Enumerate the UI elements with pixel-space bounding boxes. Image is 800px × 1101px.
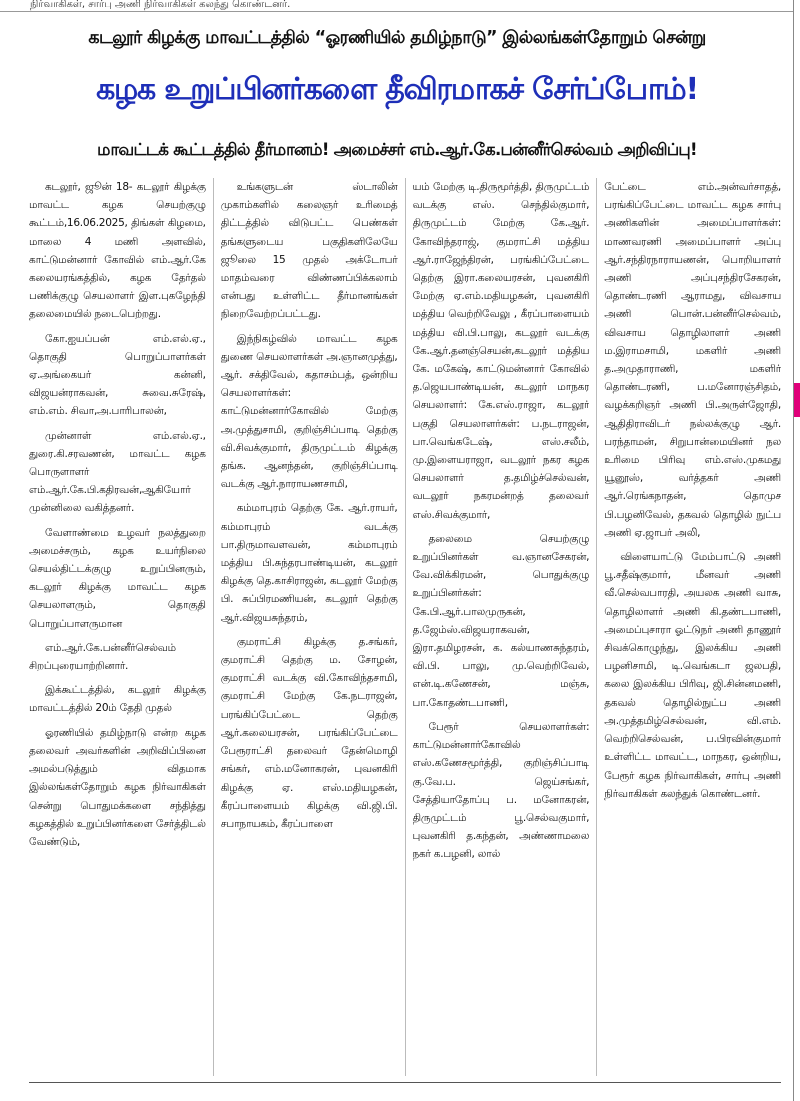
paragraph: யம் மேற்கு டி.திருமூர்த்தி, திருமுட்டம் வடக்கு எஸ். செந்தில்குமார், திருமுட்டம் மேற்கு கே.ஆர். கோவிந்தராஜ், குமராட்சி மத்திய ஆர்.ராஜேந்திரன், பரங்கிப்பேட்டை தெற்கு இரா.கலையரசன், புவனகிரி மேற்கு ஏ.எம்.மதியழகன், புவனகிரி மத்திய வெற்றிவேலு , கீரப்பாளையம் மத்திய வி.பி.பாலு, கடலூர் வடக்கு கே.ஆர்.தனஞ்செயன்,கடலூர் மத்திய கே. மகேஷ், காட்டுமன்னார் கோவில் த.ஜெயபாண்டியன், கடலூர் மாநகர செயலாளர்: கே.எஸ்.ராஜா, கடலூர் பகுதி செயலாளர்கள்: ப.நடராஜன், பா.வெங்கடேஷ், எஸ்.சலீம், மு.இளையராஜா, வடலூர் நகர கழக செயலாளர் த.தமிழ்ச்செல்வன், வடலூர் நகரமன்றத் தலைவர் எஸ்.சிவக்குமார், bbox=[412, 181, 590, 521]
paragraph: இக்கூட்டத்தில், கடலூர் கிழக்கு மாவட்டத்தில் 20ம் தேதி முதல் bbox=[29, 684, 206, 715]
article-headline: கழக உறுப்பினர்களை தீவிரமாகச் சேர்ப்போம்! bbox=[96, 72, 698, 107]
paragraph: உங்களுடன் ஸ்டாலின் முகாம்களில் கலைஞர் உரிமைத் திட்டத்தில் விடுபட்ட பெண்கள் தங்களுடைய பகுதிகளிலேயே ஜூலை 15 முதல் அக்டோபர் மாதம்வரை விண்ணப்பிக்கலாம் என்பது உள்ளிட்ட தீர்மானங்கள் நிறைவேற்றப்பட்டது. bbox=[220, 181, 398, 321]
column-divider bbox=[213, 178, 214, 1076]
paragraph: குமராட்சி கிழக்கு த.சங்கர், குமராட்சி தெற்கு ம. சோழன், குமராட்சி வடக்கு வி.கோவிந்தசாமி, குமராட்சி மேற்கு கே.நடராஜன், பரங்கிப்பேட்டை தெற்கு ஆர்.கலையரசன், பரங்கிப்பேட்டை பேரூராட்சி தலைவர் தேன்மொழி சங்கர், எம்.மனோகரன், புவனகிரி கிழக்கு ஏ. எஸ்.மதியழகன், கீரப்பாளையம் கிழக்கு வி.ஜி.பி. சபாநாயகம், கீரப்பாளை bbox=[220, 635, 398, 830]
article-subhead: மாவட்டக் கூட்டத்தில் தீர்மானம்! அமைச்சர் எம்.ஆர்.கே.பன்னீர்செல்வம் அறிவிப்பு! bbox=[97, 140, 697, 159]
paragraph: வேளாண்மை உழவர் நலத்துறை அமைச்சரும், கழக உயர்நிலை செயல்திட்டக்குழு உறுப்பினரும், கடலூர் கிழக்கு மாவட்ட கழக செயலாளரும், தொகுதி பொறுப்பாளருமான bbox=[29, 526, 206, 630]
paragraph: முன்னாள் எம்.எல்.ஏ., துரை.கி.சரவணன், மாவட்ட கழக பொருளாளர் எம்.ஆர்.கே.பி.கதிரவன்,ஆகியோர் முன்னிலை வகித்தனர். bbox=[29, 429, 206, 515]
paragraph: கோ.ஐயப்பன் எம்.எல்.ஏ., தொகுதி பொறுப்பாளர்கள் ஏ.அங்கையர் கன்னி, விஜயன்ராகவன், சுவை.சுரேஷ், எம்.எம். சிவா,அ.பாரிபாலன், bbox=[29, 332, 206, 418]
paragraph: பேட்டை எம்.அன்வர்சாதத், பரங்கிப்பேட்டை மாவட்ட கழக சார்பு அணிகளின் அமைப்பாளர்கள்: மாணவரணி அமைப்பாளர் அப்பு ஆர்.சந்திரநாராயணன், பொறியாளர் அணி அப்புசந்திரசேகரன், தொண்டரணி ஆராமது, விவசாய அணி பொன்.பன்னீர்செல்வம், விவசாய தொழிலாளர் அணி ம.இராமசாமி, மகளிர் அணி த.அமுதாராணி, மகளிர் தொண்டரணி, ப.மனோரஞ்சிதம், வழக்கறிஞர் அணி பி.அருள்ஜோதி, ஆதிதிராவிடர் நல்லக்குழு ஆர். பரந்தாமன், சிறுபான்மையினர் நல உரிமை பிரிவு எம்.எஸ்.முகமது யூனூஸ், வர்த்தகர் அணி ஆர்.ரெங்கநாதன், தொமுச பி.பழனிவேல், தகவல் தொழில் நுட்ப அணி ஏ.ஜாபர் அலி, bbox=[604, 181, 781, 539]
paragraph: கம்மாபுரம் தெற்கு கே. ஆர்.ராயர், கம்மாபுரம் வடக்கு பா.திருமாவளவன், கம்மாபுரம் மத்திய பி.சுந்தரபாண்டியன், கடலூர் கிழக்கு தெ.காசிராஜன், கடலூர் மேற்கு பி. சுப்பிரமணியன், கடலூர் தெற்கு ஆர்.விஜயசுந்தரம், bbox=[220, 502, 398, 624]
paragraph: கடலூர், ஜூன் 18- கடலூர் கிழக்கு மாவட்ட கழக செயற்குழு கூட்டம்,16.06.2025, திங்கள் கிழமை, மாலை 4 மணி அளவில், காட்டுமன்னார் கோவில் எம்.ஆர்.கே கலையரங்கத்தில், கழக தேர்தல் பணிக்குழு செயலாளர் இள.புகழேந்தி தலைமையில் நடைபெற்றது. bbox=[29, 181, 206, 321]
previous-article-text: நிர்வாகிகள், சார்பு அணி நிர்வாகிகள் கலந்து கொண்டனர். bbox=[30, 0, 291, 10]
paragraph: விளையாட்டு மேம்பாட்டு அணி பூ.சதீஷ்குமார், மீனவர் அணி வீ.செல்வபாரதி, அயலக அணி வாசு, தொழிலாளர் அணி கி.தண்டபாணி, அமைப்புசாரா ஓட்டுநர் அணி தாணூர் சிவக்கொழுந்து, இலக்கிய அணி பழனிசாமி, டி.வெங்கடா ஜலபதி, கலை இலக்கிய பிரிவு, ஜி.சின்னமணி, தகவல் தொழில்நுட்ப அணி அ.முத்தமிழ்செல்வன், வி.எம். வெற்றிசெல்வன், ப.பிரவின்குமார் உள்ளிட்ட மாவட்ட, மாநகர, ஒன்றிய, பேரூர் கழக நிர்வாகிகள், சார்பு அணி நிர்வாகிகள் கலந்துக் கொண்டனர். bbox=[604, 551, 781, 800]
column-divider bbox=[596, 178, 597, 1076]
column-1 bbox=[29, 178, 206, 1076]
paragraph: தலைமை செயற்குழு உறுப்பினர்கள் வ.ஞானசேகரன், வே.விக்கிரமன், பொதுக்குழு உறுப்பினர்கள்: கே.பி.ஆர்.பாலமுருகன், த.ஜேம்ஸ்.விஜயராகவன், இரா.தமிழரசன், க. கல்யாணசுந்தரம், வி.பி. பாலு, மு.வெற்றிவேல், என்.டி.கணேசன், மஞ்சு, பா.கோதண்டபாணி, bbox=[412, 532, 590, 709]
bottom-rule bbox=[29, 1082, 781, 1083]
page-edge bbox=[793, 0, 800, 1101]
column-4 bbox=[604, 178, 781, 1076]
column-2 bbox=[221, 178, 398, 1076]
previous-article-strip bbox=[0, 0, 800, 12]
edge-color-mark bbox=[794, 383, 800, 417]
column-3 bbox=[413, 178, 590, 1076]
paragraph: பேரூர் செயலாளர்கள்: காட்டுமன்னார்கோவில் எஸ்.கணேசமூர்த்தி, குறிஞ்சிப்பாடி கு.வே.ப. ஜெய்சங்கர், சேத்தியாதோப்பு ப. மனோகரன், திருமுட்டம் பூ.செல்வகுமார், புவனகிரி த.கந்தன், அண்ணாமலை நகர் க.பழனி, லால் bbox=[412, 720, 590, 861]
paragraph: ஓரணியில் தமிழ்நாடு என்ற கழக தலைவர் அவர்களின் அறிவிப்பினை அமல்படுத்தும் விதமாக இல்லங்கள்தோறும் கழக நிர்வாகிகள் சென்று பொதுமக்களை சந்தித்து கழகத்தில் உறுப்பினர்களை சேர்த்திடல் வேண்டும், bbox=[29, 726, 206, 848]
column-divider bbox=[405, 178, 406, 1076]
paragraph: எம்.ஆர்.கே.பன்னீர்செல்வம் சிறப்புரையாற்றினார். bbox=[29, 641, 176, 673]
article-body bbox=[29, 178, 781, 1076]
article-kicker: கடலூர் கிழக்கு மாவட்டத்தில் “ஓரணியில் தமிழ்நாடு” இல்லங்கள்தோறும் சென்று bbox=[88, 28, 706, 48]
paragraph: இந்நிகழ்வில் மாவட்ட கழக துணை செயலாளர்கள் அ.ஞானமுத்து, ஆர். சக்திவேல், கதாசம்பத், ஒன்றிய செயலாளர்கள்: காட்டுமன்னார்கோவில் மேற்கு அ.முத்துசாமி, குறிஞ்சிப்பாடி தெற்கு வி.சிவக்குமார், திருமுட்டம் கிழக்கு தங்க. ஆனந்தன், குறிஞ்சிப்பாடி வடக்கு ஆர்.நாராயணசாமி, bbox=[220, 332, 398, 491]
